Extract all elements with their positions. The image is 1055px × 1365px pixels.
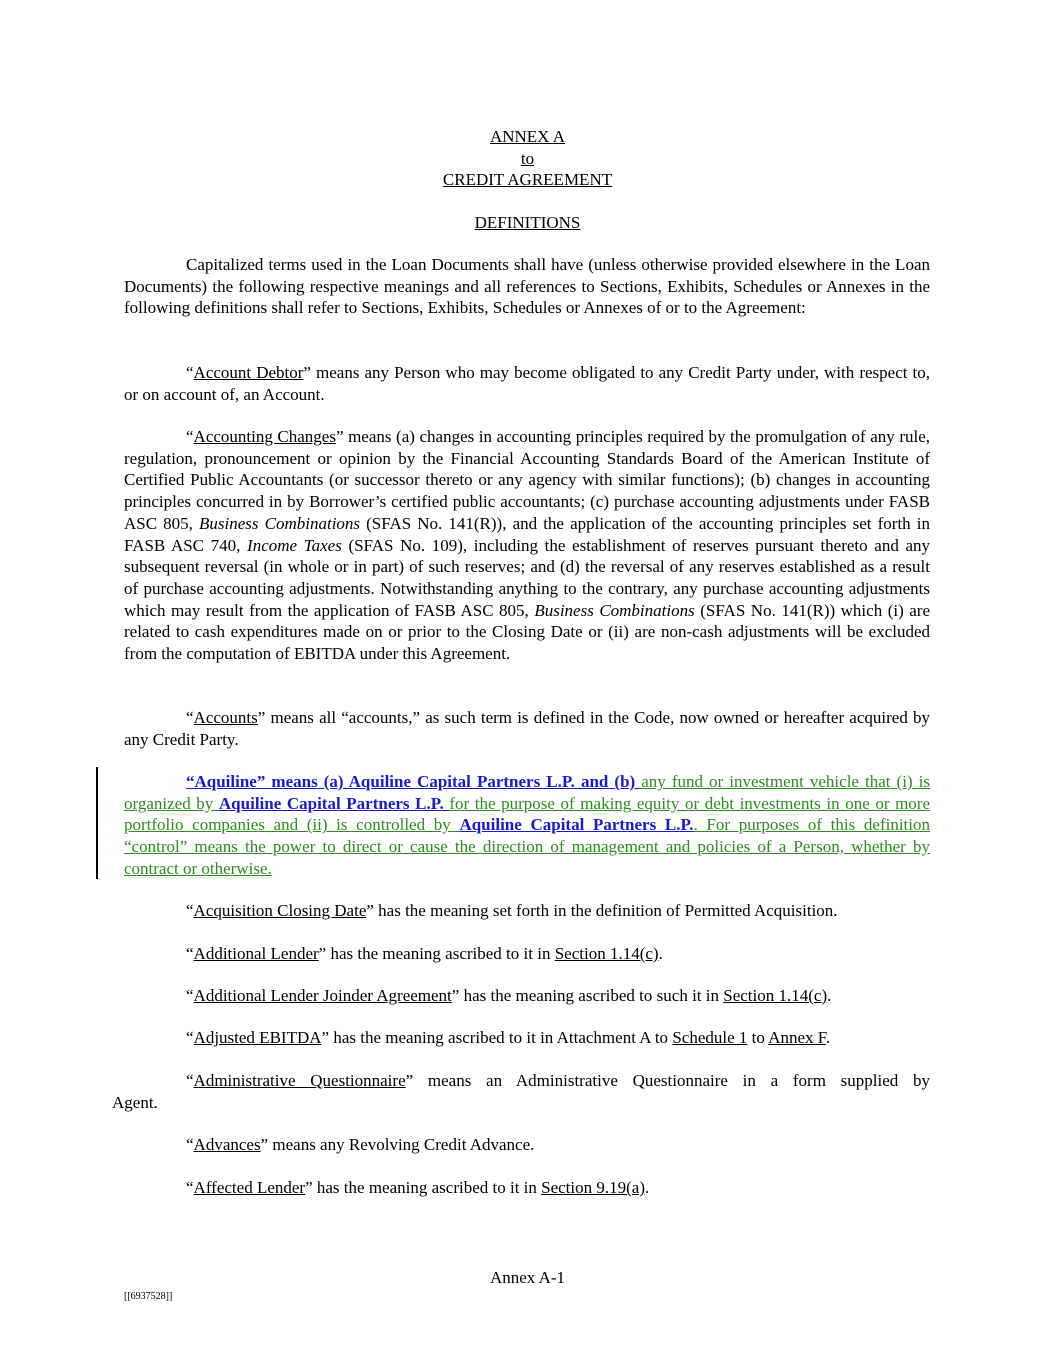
def-text: has the meaning ascribed to it in	[326, 944, 555, 963]
section-title: DEFINITIONS	[474, 213, 581, 232]
document-id: [[6937528]]	[124, 1291, 173, 1302]
def-accounting-changes: “Accounting Changes” means (a) changes in accounting principles required by the promulgation of any rule, regulation, pronouncement or opinion by the Financial Accounting Standards Board of the American Institute of Certified Public Accountants (or successor thereto or any agency with similar functions); (b) changes in accounting principles concurred in by Borrower’s certified public accountants; (c) purchase accounting adjustments under FASB ASC 805, Business Combinations (SFAS No. 141(R)), and the application of the accounting principles set forth in FASB ASC 740, Income Taxes (SFAS No. 109), including the establishment of reserves pursuant thereto and any subsequent reversal (in whole or in part) of such reserves; and (d) the reversal of any reserves established as a result of purchase accounting adjustments. Notwithstanding anything to the contrary, any purchase accounting adjustments which may result from the application of FASB ASC 805, Business Combinations (SFAS No. 141(R)) which (i) are related to cash expenditures made on or prior to the Closing Date or (ii) are non-cash adjustments will be excluded from the computation of EBITDA under this Agreement.	[124, 427, 931, 664]
def-text: .	[825, 1028, 831, 1047]
def-text: .	[645, 1178, 650, 1197]
def-text: to	[747, 1028, 769, 1047]
def-text: has the meaning ascribed to it in Attachment A to	[329, 1028, 673, 1047]
page-footer-label: Annex A-1	[489, 1268, 566, 1287]
annex-title: ANNEX A	[489, 127, 566, 146]
section-reference: Section 9.19(a)	[541, 1178, 645, 1197]
def-text: means all “accounts,” as such term is defined in the Code, now owned or hereafter acquired by any Credit Party.	[124, 708, 930, 749]
term-account-debtor: Account Debtor	[193, 363, 304, 382]
inserted-text: any fund or investment vehicle that (i) is organized by	[124, 772, 930, 813]
def-adjusted-ebitda: “Adjusted EBITDA” has the meaning ascribed to it in Attachment A to Schedule 1 to Annex F.	[186, 1028, 831, 1047]
inserted-bold-text: Aquiline Capital Partners L.P.	[459, 815, 694, 835]
term-administrative-questionnaire: Administrative Questionnaire	[193, 1071, 406, 1090]
def-text: (SFAS No. 109), including the establishment of reserves pursuant thereto and any subsequent reversal (in whole or in part) of such reserves; and (d) the reversal of any reserves established as a result of purchase accounting adjustments. Notwithstanding anything to the contrary, any purchase accounting adjustments which may result from the application of FASB ASC 805,	[124, 535, 930, 620]
revision-change-bar	[96, 767, 98, 879]
term-affected-lender: Affected Lender	[193, 1178, 306, 1197]
inserted-text: . For purposes of this definition “control” means the power to direct or cause the direction of management and policies of a Person, whether by contract or otherwise.	[124, 815, 931, 878]
def-text: has the meaning set forth in the definition of Permitted Acquisition.	[373, 901, 838, 920]
def-additional-lender: “Additional Lender” has the meaning ascribed to it in Section 1.14(c).	[186, 944, 663, 963]
term-advances: Advances	[193, 1135, 261, 1154]
def-aquiline	[124, 771, 930, 880]
annex-reference: Annex F	[768, 1028, 826, 1047]
def-text: means any Revolving Credit Advance.	[268, 1135, 535, 1154]
def-administrative-questionnaire-cont: Agent.	[112, 1093, 158, 1112]
def-advances: “Advances” means any Revolving Credit Advance.	[186, 1135, 535, 1154]
def-account-debtor: “Account Debtor” means any Person who may become obligated to any Credit Party under, with respect to, or on account of, an Account.	[124, 363, 930, 404]
inserted-bold-text: “Aquiline” means (a) Aquiline Capital Partners L.P. and (b)	[186, 772, 642, 791]
def-text: means an Administrative Questionnaire in a form supplied by	[413, 1071, 930, 1090]
def-text: (SFAS No. 141(R)) which (i) are related to cash expenditures made on or prior to the Closing Date or (ii) are non-cash adjustments will be excluded from the computation of EBITDA under this Agreement.	[124, 600, 931, 664]
intro-paragraph: Capitalized terms used in the Loan Documents shall have (unless otherwise provided elsewhere in the Loan Documents) the following respective meanings and all references to Sections, Exhibits, Schedules or Annexes in the following definitions shall refer to Sections, Exhibits, Schedules or Annexes of or to the Agreement:	[124, 255, 930, 318]
def-text: (SFAS No. 141(R)), and the application of the accounting principles set forth in FASB ASC 740,	[124, 513, 930, 555]
term-accounting-changes: Accounting Changes	[193, 427, 336, 446]
section-reference: Section 1.14(c)	[723, 986, 828, 1005]
def-text: means (a) changes in accounting principles required by the promulgation of any rule, regulation, pronouncement or opinion by the Financial Accounting Standards Board of the American Institute of Certified Public Accountants (or successor thereto or any agency with similar functions); (b) changes in accounting principles concurred in by Borrower’s certified public accountants; (c) purchase accounting adjustments under FASB ASC 805,	[124, 427, 930, 533]
def-text: .	[827, 986, 832, 1005]
def-italic: Business Combinations	[199, 513, 361, 533]
section-reference: Section 1.14(c)	[554, 944, 659, 963]
term-accounts: Accounts	[193, 708, 258, 727]
def-affected-lender: “Affected Lender” has the meaning ascribed to it in Section 9.19(a).	[186, 1178, 650, 1197]
schedule-reference: Schedule 1	[672, 1028, 748, 1047]
def-text: .	[658, 944, 663, 963]
def-accounts: “Accounts” means all “accounts,” as such term is defined in the Code, now owned or hereafter acquired by any Credit Party.	[124, 708, 930, 749]
term-additional-lender-joinder: Additional Lender Joinder Agreement	[193, 986, 452, 1005]
inserted-bold-text: Aquiline Capital Partners L.P.	[218, 793, 450, 813]
def-acquisition-closing-date: “Acquisition Closing Date” has the meaning set forth in the definition of Permitted Acquisition.	[186, 901, 838, 920]
inserted-text: for the purpose of making equity or debt investments in one or more portfolio companies and (ii) is controlled by	[124, 793, 931, 835]
term-additional-lender: Additional Lender	[193, 944, 319, 963]
def-text: has the meaning ascribed to it in	[312, 1178, 542, 1197]
annex-to: to	[520, 149, 535, 168]
def-text: has the meaning ascribed to such it in	[459, 986, 724, 1005]
def-italic: Business Combinations	[534, 600, 695, 620]
term-adjusted-ebitda: Adjusted EBITDA	[193, 1028, 322, 1047]
term-acquisition-closing-date: Acquisition Closing Date	[193, 901, 367, 920]
def-additional-lender-joinder: “Additional Lender Joinder Agreement” has the meaning ascribed to such it in Section 1.14(c).	[186, 986, 832, 1005]
def-text: means any Person who may become obligated to any Credit Party under, with respect to, or on account of, an Account.	[124, 363, 930, 404]
agreement-title: CREDIT AGREEMENT	[442, 170, 613, 189]
def-italic: Income Taxes	[247, 535, 342, 555]
def-administrative-questionnaire: “Administrative Questionnaire” means an Administrative Questionnaire in a form supplied by	[186, 1071, 930, 1090]
